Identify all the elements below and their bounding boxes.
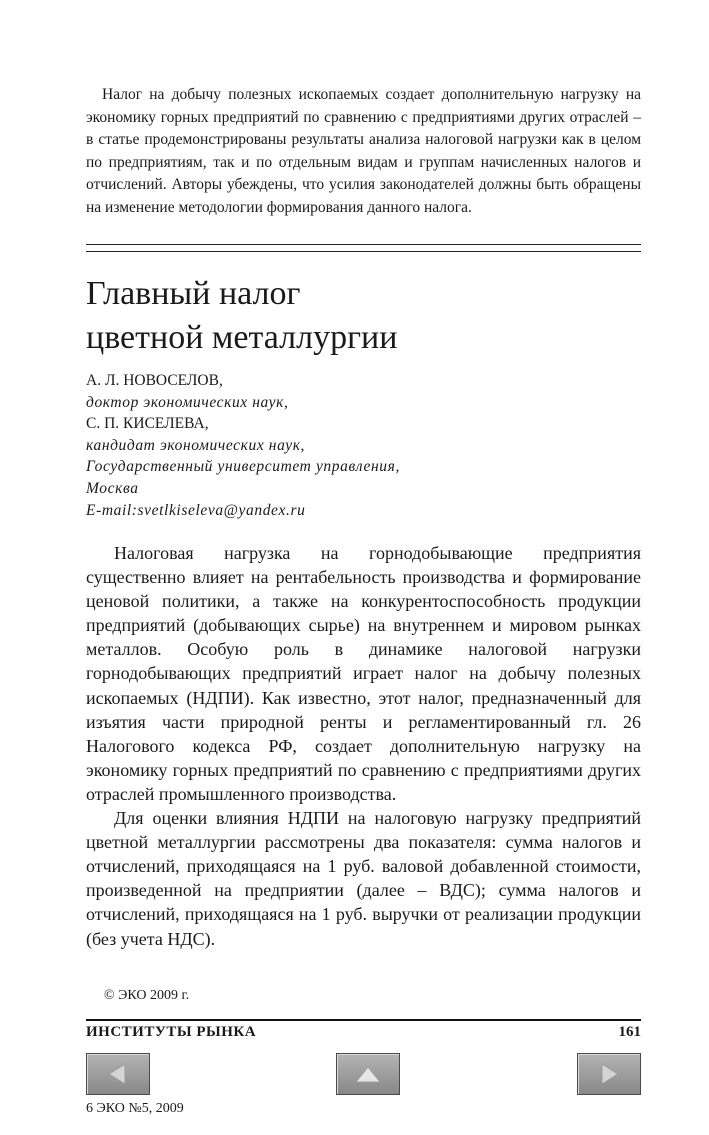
arrow-left-icon xyxy=(101,1061,135,1087)
article-body xyxy=(86,541,641,951)
issue-label: 6 ЭКО №5, 2009 xyxy=(86,1101,184,1116)
author-1-degree: доктор экономических наук, xyxy=(86,393,289,411)
title-line-1: Главный налог xyxy=(86,275,301,312)
arrow-right-icon xyxy=(592,1061,626,1087)
paragraph-2: Для оценки влияния НДПИ на налоговую нагрузку предприятий цветной металлургии рассмотрены два показателя: сумма налогов и отчислений, приходящаяся на 1 руб. валовой добавленной стоимости, произведенной на предприятии (далее – ВДС); сумма налогов и отчислений, приходящаяся на 1 руб. выручки от реализации продукции (без учета НДС). xyxy=(86,808,641,949)
arrow-up-icon xyxy=(351,1061,385,1087)
email: E-mail:svetlkiseleva@yandex.ru xyxy=(86,501,306,519)
author-1-name: А. Л. НОВОСЕЛОВ, xyxy=(86,372,223,389)
affiliation: Государственный университет управления, xyxy=(86,458,400,476)
title-line-2: цветной металлургии xyxy=(86,319,398,356)
divider-top xyxy=(86,244,641,245)
prev-page-button[interactable] xyxy=(86,1053,150,1095)
city: Москва xyxy=(86,479,139,497)
copyright: © ЭКО 2009 г. xyxy=(104,988,190,1003)
page-number: 161 xyxy=(618,1024,641,1040)
author-2-degree: кандидат экономических наук, xyxy=(86,436,306,454)
section-name: ИНСТИТУТЫ РЫНКА xyxy=(86,1024,257,1040)
paragraph-1: Налоговая нагрузка на горнодобывающие предприятия существенно влияет на рентабельность производства и формирование ценовой политики, а также на конкурентоспособность продукции предприятий (добывающих сырье) на внутреннем и мировом рынках металлов. Особую роль в динамике налоговой нагрузки горнодобывающих предприятий играет налог на добычу полезных ископаемых (НДПИ). Как известно, этот налог, предназначенный для изъятия части природной ренты и регламентированный гл. 26 Налогового кодекса РФ, создает дополнительную нагрузку на экономику горных предприятий по сравнению с предприятиями других отраслей промышленного производства. xyxy=(86,543,641,804)
abstract: Налог на добычу полезных ископаемых создает дополнительную нагрузку на экономику горных предприятий по сравнению с предприятиями других отраслей – в статье продемонстрированы результаты анализа налоговой нагрузки как в целом по предприятиям, так и по отдельным видам и группам начисленных налогов и отчислений. Авторы убеждены, что усилия законодателей должны быть обращены на изменение методологии формирования данного налога. xyxy=(86,86,641,216)
author-2-name: С. П. КИСЕЛЕВА, xyxy=(86,415,209,433)
footer-divider xyxy=(86,1019,641,1021)
divider-bottom xyxy=(86,251,641,252)
author-block xyxy=(86,370,646,521)
next-page-button[interactable] xyxy=(577,1053,641,1095)
article-title xyxy=(86,272,646,360)
contents-button[interactable] xyxy=(336,1053,400,1095)
